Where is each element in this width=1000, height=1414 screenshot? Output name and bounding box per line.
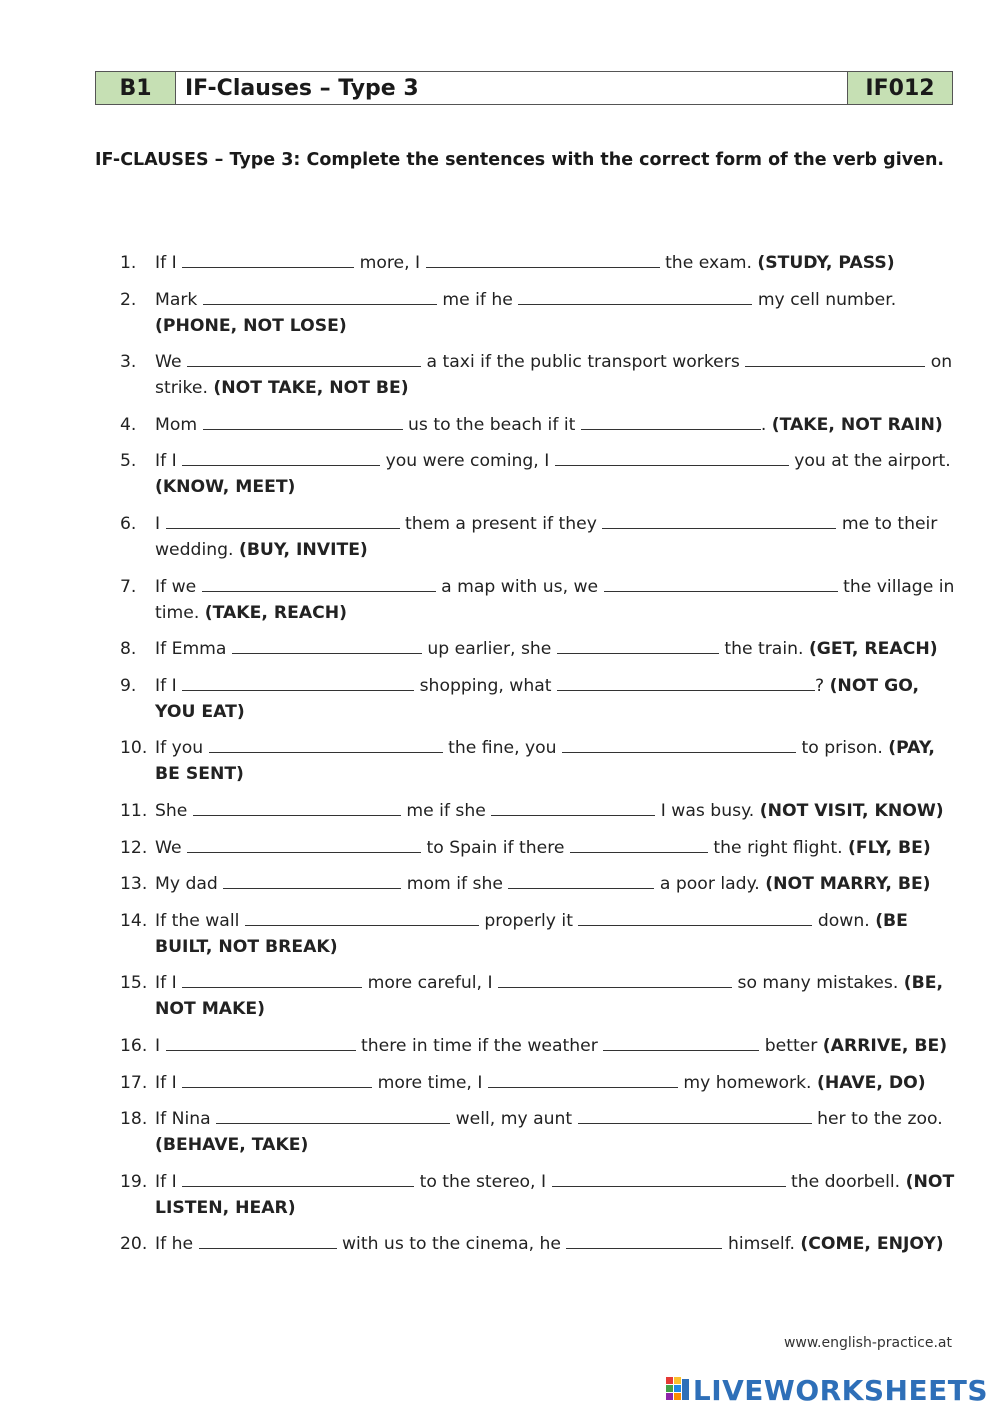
answer-blank[interactable] xyxy=(193,798,401,816)
item-number: 1. xyxy=(120,253,137,273)
answer-blank[interactable] xyxy=(518,287,752,305)
exercise-list xyxy=(120,250,960,1268)
liveworksheets-logo xyxy=(665,1372,988,1408)
source-url[interactable]: www.english-practice.at xyxy=(783,1335,952,1351)
item-number: 12. xyxy=(120,837,148,858)
item-number: 19. xyxy=(120,1171,148,1192)
exercise-item-6 xyxy=(120,511,960,563)
sentence-text: We xyxy=(155,352,182,373)
item-number: 2. xyxy=(120,289,137,310)
sentence-text: I was busy. xyxy=(660,800,755,821)
answer-blank[interactable] xyxy=(245,908,479,926)
sentence-text: her to the zoo. xyxy=(817,1109,943,1130)
sentence-text: so many mistakes. xyxy=(737,973,899,994)
verb-cue: (STUDY, PASS) xyxy=(757,253,895,273)
sentence-text: to Spain if there xyxy=(426,837,565,858)
verb-cue: (COME, ENJOY) xyxy=(800,1234,944,1255)
answer-blank[interactable] xyxy=(578,1106,812,1124)
sentence-text: himself. xyxy=(727,1234,795,1255)
sentence-text: better xyxy=(764,1035,818,1056)
answer-blank[interactable] xyxy=(603,1033,759,1051)
sentence-text: She xyxy=(155,800,188,821)
item-number: 18. xyxy=(120,1109,148,1130)
sentence-text: If Nina xyxy=(155,1109,211,1130)
liveworksheets-icon xyxy=(665,1375,691,1405)
item-number: 8. xyxy=(120,639,137,660)
verb-cue: (NOT LISTEN, HEAR) xyxy=(155,1171,955,1218)
instructions: IF-CLAUSES – Type 3: Complete the sentences with the correct form of the verb given. xyxy=(95,150,945,170)
exercise-item-1 xyxy=(120,250,960,276)
exercise-item-19 xyxy=(120,1169,960,1221)
exercise-item-12 xyxy=(120,835,960,861)
exercise-item-13 xyxy=(120,871,960,897)
exercise-item-2 xyxy=(120,287,960,339)
sentence-text: If we xyxy=(155,576,197,597)
answer-blank[interactable] xyxy=(209,735,443,753)
answer-blank[interactable] xyxy=(557,636,719,654)
sentence-text: to the stereo, I xyxy=(419,1171,547,1192)
verb-cue: (BEHAVE, TAKE) xyxy=(155,1135,309,1156)
verb-cue: (TAKE, NOT RAIN) xyxy=(771,414,943,435)
sentence-text: with us to the cinema, he xyxy=(342,1234,561,1255)
item-number: 9. xyxy=(120,675,137,696)
sentence-text: on strike. xyxy=(155,352,953,399)
answer-blank[interactable] xyxy=(166,1033,356,1051)
item-number: 13. xyxy=(120,874,148,895)
sentence-text: If the wall xyxy=(155,910,240,931)
sentence-text: My dad xyxy=(155,874,218,895)
answer-blank[interactable] xyxy=(182,1070,372,1088)
sentence-text: Mark xyxy=(155,289,198,310)
answer-blank[interactable] xyxy=(562,735,796,753)
exercise-item-10 xyxy=(120,735,960,787)
worksheet-title: IF-Clauses – Type 3 xyxy=(176,72,848,105)
item-number: 3. xyxy=(120,352,137,373)
sentence-text: If I xyxy=(155,1171,177,1192)
brand-name: LIVEWORKSHEETS xyxy=(692,1373,988,1407)
exercise-item-7 xyxy=(120,574,960,626)
sentence-text: a poor lady. xyxy=(659,874,760,895)
item-number: 16. xyxy=(120,1035,148,1056)
sentence-text: If I xyxy=(155,1072,177,1093)
exercise-item-5 xyxy=(120,448,960,500)
sentence-text: If I xyxy=(155,675,177,696)
answer-blank[interactable] xyxy=(602,511,836,529)
sentence-text: a taxi if the public transport workers xyxy=(426,352,740,373)
answer-blank[interactable] xyxy=(557,673,815,691)
sentence-text: a map with us, we xyxy=(441,576,599,597)
exercise-item-18 xyxy=(120,1106,960,1158)
sentence-text: down. xyxy=(817,910,870,931)
verb-cue: (NOT MARRY, BE) xyxy=(765,874,931,895)
item-number: 20. xyxy=(120,1234,148,1255)
sentence-text: me to their wedding. xyxy=(155,513,938,560)
sentence-text: up earlier, she xyxy=(427,639,552,660)
sentence-text: If he xyxy=(155,1234,194,1255)
exercise-item-3 xyxy=(120,349,960,401)
answer-blank[interactable] xyxy=(182,250,354,268)
sentence-text: the doorbell. xyxy=(790,1171,901,1192)
exercise-item-17 xyxy=(120,1070,960,1096)
verb-cue: (BE, NOT MAKE) xyxy=(155,973,944,1020)
sentence-text: us to the beach if it xyxy=(408,414,576,435)
answer-blank[interactable] xyxy=(166,511,400,529)
item-number: 5. xyxy=(120,451,137,472)
answer-blank[interactable] xyxy=(555,448,789,466)
item-number: 15. xyxy=(120,973,148,994)
verb-cue: (PAY, BE SENT) xyxy=(155,738,935,785)
sentence-text: more, I xyxy=(359,253,421,273)
answer-blank[interactable] xyxy=(578,908,812,926)
sentence-text: If I xyxy=(155,451,177,472)
sentence-text: you were coming, I xyxy=(385,451,550,472)
answer-blank[interactable] xyxy=(182,1169,414,1187)
sentence-text: the exam. xyxy=(665,253,752,273)
verb-cue: (FLY, BE) xyxy=(848,837,931,858)
answer-blank[interactable] xyxy=(745,349,925,367)
answer-blank[interactable] xyxy=(202,574,436,592)
item-number: 11. xyxy=(120,800,148,821)
answer-blank[interactable] xyxy=(203,412,403,430)
answer-blank[interactable] xyxy=(187,349,421,367)
answer-blank[interactable] xyxy=(223,871,401,889)
sentence-text: my homework. xyxy=(683,1072,812,1093)
verb-cue: (NOT TAKE, NOT BE) xyxy=(213,378,409,399)
exercise-item-11 xyxy=(120,798,960,824)
exercise-item-20 xyxy=(120,1231,960,1257)
sentence-text: I xyxy=(155,1035,161,1056)
item-number: 10. xyxy=(120,738,148,759)
sentence-text: I xyxy=(155,513,161,534)
sentence-text: the village in time. xyxy=(155,576,955,623)
verb-cue: (BUY, INVITE) xyxy=(238,539,368,560)
worksheet-code: IF012 xyxy=(848,72,953,105)
sentence-text: If I xyxy=(155,973,177,994)
item-number: 7. xyxy=(120,576,137,597)
sentence-text: Mom xyxy=(155,414,198,435)
answer-blank[interactable] xyxy=(232,636,422,654)
answer-blank[interactable] xyxy=(182,673,414,691)
sentence-text: If you xyxy=(155,738,204,759)
sentence-text: the train. xyxy=(724,639,804,660)
verb-cue: (TAKE, REACH) xyxy=(204,602,348,623)
worksheet-header xyxy=(95,71,953,105)
verb-cue: (GET, REACH) xyxy=(808,639,938,660)
sentence-text: We xyxy=(155,837,182,858)
sentence-text: my cell number. xyxy=(757,289,897,310)
exercise-item-16 xyxy=(120,1033,960,1059)
item-number: 14. xyxy=(120,910,148,931)
sentence-text: more careful, I xyxy=(367,973,493,994)
answer-blank[interactable] xyxy=(491,798,655,816)
answer-blank[interactable] xyxy=(187,835,421,853)
answer-blank[interactable] xyxy=(498,970,732,988)
verb-cue: (HAVE, DO) xyxy=(816,1072,926,1093)
sentence-text: them a present if they xyxy=(405,513,597,534)
exercise-item-15 xyxy=(120,970,960,1022)
verb-cue: (PHONE, NOT LOSE) xyxy=(155,315,347,336)
answer-blank[interactable] xyxy=(216,1106,450,1124)
verb-cue: (BE BUILT, NOT BREAK) xyxy=(155,910,908,957)
exercise-item-14 xyxy=(120,908,960,960)
answer-blank[interactable] xyxy=(488,1070,678,1088)
sentence-text: you at the airport. xyxy=(794,451,951,472)
answer-blank[interactable] xyxy=(199,1231,337,1249)
sentence-text: more time, I xyxy=(377,1072,483,1093)
item-number: 4. xyxy=(120,414,137,435)
answer-blank[interactable] xyxy=(552,1169,786,1187)
exercise-item-4 xyxy=(120,412,960,438)
sentence-text: ? xyxy=(814,675,825,696)
answer-blank[interactable] xyxy=(426,250,660,268)
exercise-item-9 xyxy=(120,673,960,725)
answer-blank[interactable] xyxy=(604,574,838,592)
sentence-text: me if he xyxy=(442,289,513,310)
sentence-text: shopping, what xyxy=(419,675,552,696)
sentence-text: well, my aunt xyxy=(455,1109,573,1130)
answer-blank[interactable] xyxy=(182,448,380,466)
answer-blank[interactable] xyxy=(570,835,708,853)
sentence-text: there in time if the weather xyxy=(361,1035,598,1056)
verb-cue: (NOT GO, YOU EAT) xyxy=(155,675,920,722)
sentence-text: . xyxy=(760,414,767,435)
answer-blank[interactable] xyxy=(182,970,362,988)
sentence-text: If Emma xyxy=(155,639,227,660)
verb-cue: (ARRIVE, BE) xyxy=(822,1035,948,1056)
sentence-text: the fine, you xyxy=(448,738,557,759)
answer-blank[interactable] xyxy=(566,1231,722,1249)
item-number: 6. xyxy=(120,513,137,534)
sentence-text: properly it xyxy=(484,910,573,931)
answer-blank[interactable] xyxy=(581,412,761,430)
answer-blank[interactable] xyxy=(203,287,437,305)
verb-cue: (NOT VISIT, KNOW) xyxy=(759,800,944,821)
item-number: 17. xyxy=(120,1072,148,1093)
sentence-text: If I xyxy=(155,253,177,273)
exercise-item-8 xyxy=(120,636,960,662)
sentence-text: mom if she xyxy=(406,874,503,895)
sentence-text: to prison. xyxy=(801,738,883,759)
answer-blank[interactable] xyxy=(508,871,654,889)
level-cell: B1 xyxy=(96,72,176,105)
sentence-text: the right flight. xyxy=(713,837,843,858)
verb-cue: (KNOW, MEET) xyxy=(155,477,296,498)
sentence-text: me if she xyxy=(406,800,486,821)
